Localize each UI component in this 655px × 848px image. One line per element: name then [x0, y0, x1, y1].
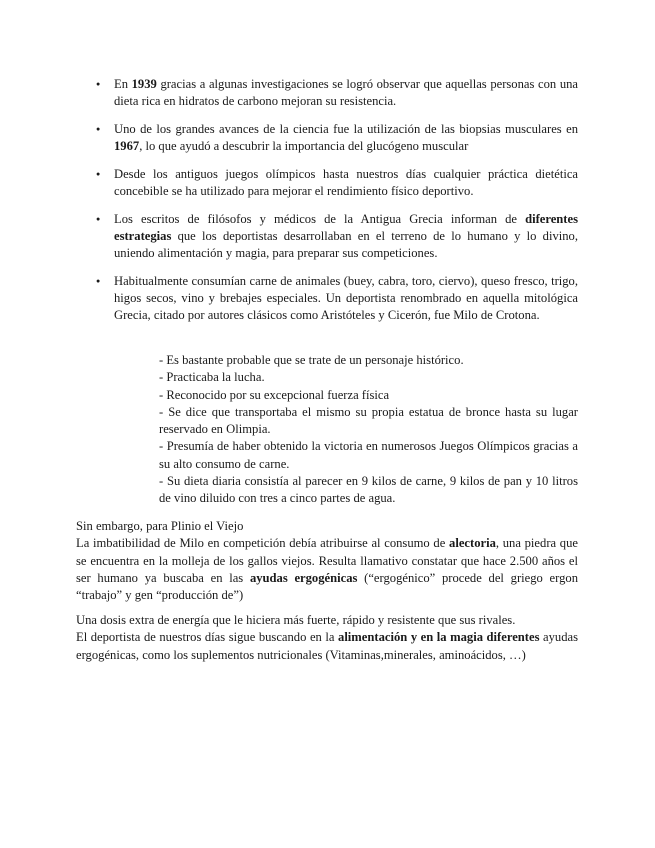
fact-line: - Su dieta diaria consistía al parecer en 9 kilos de carne, 9 kilos de pan y 10 litros de vino diluido con tres a cinco partes de agua.	[159, 474, 578, 506]
paragraph-intro: Sin embargo, para Plinio el Viejo	[76, 519, 244, 533]
bullet-list	[76, 76, 578, 335]
fact-line: - Es bastante probable que se trate de un personaje histórico.	[159, 353, 464, 367]
bullet-item: ● Habitualmente consumían carne de animales (buey, cabra, toro, ciervo), queso fresco, trigo, higos secos, vino y brebajes especiales. Un deportista renombrado en aquella mitológica Grecia, citado por autores clásicos como Aristóteles y Cicerón, fue Milo de Crotona.	[76, 273, 578, 325]
plinio-paragraph	[76, 518, 578, 604]
paragraph-intro: Una dosis extra de energía que le hiciera más fuerte, rápido y resistente que sus rivales.	[76, 613, 516, 627]
fact-line: - Se dice que transportaba el mismo su propia estatua de bronce hasta su lugar reservado en Olimpia.	[159, 404, 578, 437]
fact-line: - Practicaba la lucha.	[159, 370, 265, 385]
paragraph-body: La imbatibilidad de Milo en competición debía atribuirse al consumo de alectoria, una piedra que se encuentra en la molleja de los gallos viejos. Resulta llamativo constatar que hace 2.500 años el ser humano ya buscaba en las ayudas ergogénicas (“ergogénico” procede del griego ergon “trabajo” y gen “producción de”)	[76, 536, 578, 603]
bullet-item: ● Uno de los grandes avances de la ciencia fue la utilización de las biopsias musculares en 1967, lo que ayudó a descubrir la importancia del glucógeno muscular	[76, 121, 578, 155]
fact-line: - Presumía de haber obtenido la victoria en numerosos Juegos Olímpicos gracias a su alto consumo de carne.	[159, 439, 578, 471]
bullet-item: ● Los escritos de filósofos y médicos de la Antigua Grecia informan de diferentes estrategias que los deportistas desarrollaban en el terreno de lo humano y lo divino, uniendo alimentación y magia, para preparar sus competiciones.	[76, 211, 578, 263]
bullet-item: ● En 1939 gracias a algunas investigaciones se logró observar que aquellas personas con una dieta rica en hidratos de carbono mejoran su resistencia.	[76, 76, 578, 110]
fact-line: - Reconocido por su excepcional fuerza física	[159, 387, 390, 402]
bullet-item: ● Desde los antiguos juegos olímpicos hasta nuestros días cualquier práctica dietética concebible se ha utilizado para mejorar el rendimiento físico deportivo.	[76, 166, 578, 200]
milo-facts-list	[159, 352, 578, 508]
energy-paragraph	[76, 612, 578, 664]
paragraph-body: El deportista de nuestros días sigue buscando en la alimentación y en la magia diferentes ayudas ergogénicas, como los suplementos nutricionales (Vitaminas,minerales, aminoácidos, …)	[76, 630, 578, 662]
